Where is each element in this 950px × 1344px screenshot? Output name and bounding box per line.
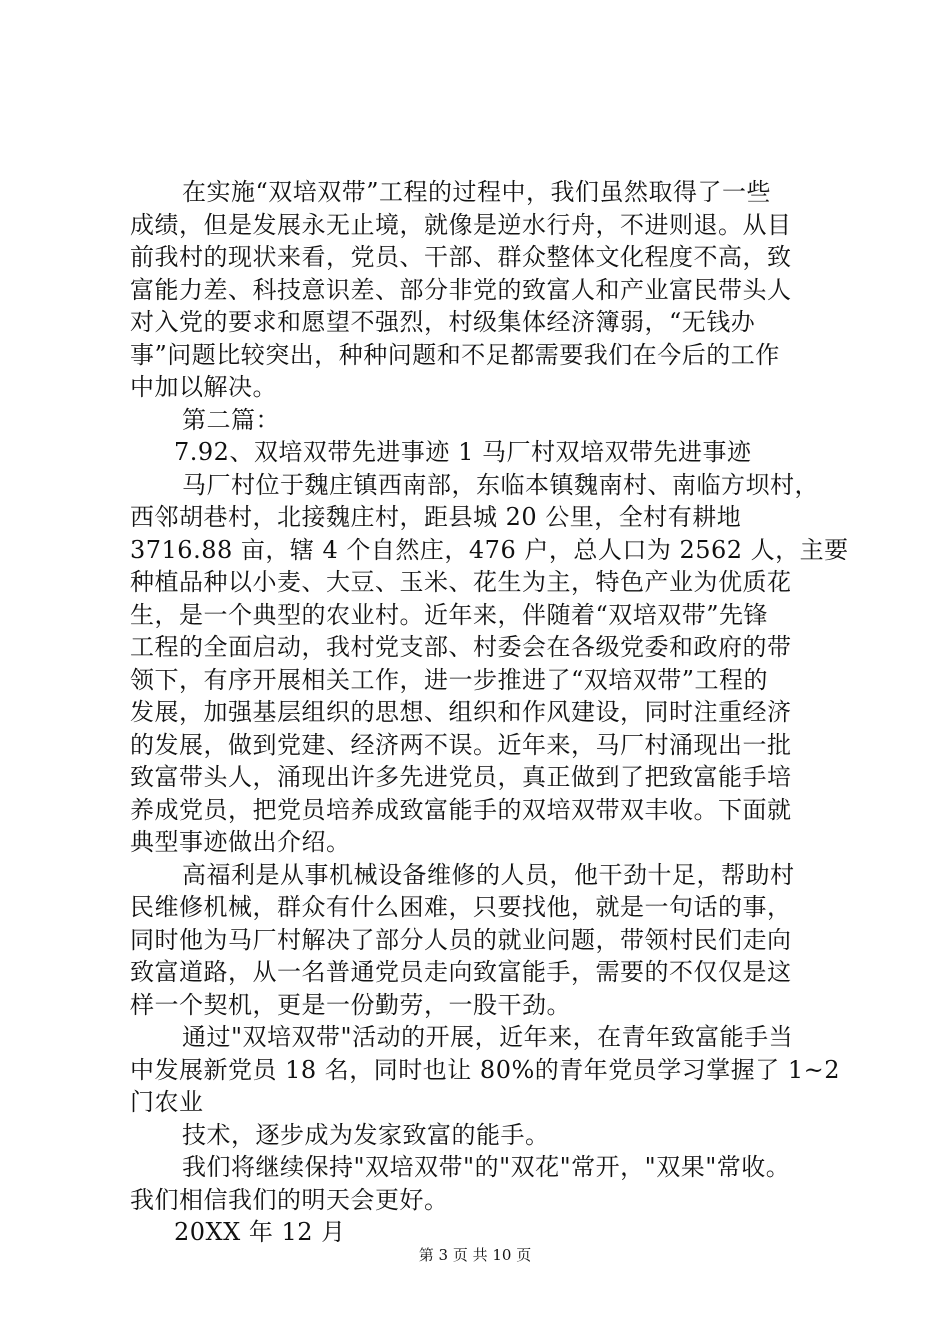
paragraph-line: 西邻胡巷村，北接魏庄村，距县城 20 公里，全村有耕地 — [130, 503, 742, 531]
paragraph-line: 养成党员，把党员培养成致富能手的双培双带双丰收。下面就 — [130, 795, 792, 824]
paragraph-line: 对入党的要求和愿望不强烈，村级集体经济簿弱，“无钱办 — [130, 308, 756, 336]
paragraph-line: 前我村的现状来看，党员、干部、群众整体文化程度不高，致 — [130, 243, 792, 271]
paragraph-line: 种植品种以小麦、大豆、玉米、花生为主，特色产业为优质花 — [130, 568, 792, 596]
page-number: 第 3 页 共 10 页 — [418, 1246, 532, 1264]
paragraph-line: 致富道路，从一名普通党员走向致富能手，需要的不仅仅是这 — [130, 958, 792, 986]
paragraph-line: 生，是一个典型的农业村。近年来，伴随着“双培双带”先锋 — [130, 600, 769, 629]
article-title: 7.92、双培双带先进事迹 1 马厂村双培双带先进事迹 — [174, 438, 752, 466]
paragraph-line: 高福利是从事机械设备维修的人员，他干劲十足，帮助村 — [182, 860, 795, 889]
paragraph-line: 我们相信我们的明天会更好。 — [130, 1185, 449, 1214]
paragraph-line: 门农业 — [130, 1088, 204, 1116]
paragraph-line: 中发展新党员 18 名，同时也让 80%的青年党员学习掌握了 1~2 — [130, 1055, 841, 1084]
paragraph-line: 马厂村位于魏庄镇西南部，东临本镇魏南村、南临方坝村， — [182, 470, 819, 499]
paragraph-line: 在实施“双培双带”工程的过程中，我们虽然取得了一些 — [182, 178, 772, 206]
paragraph-line: 样一个契机，更是一份勤劳，一股干劲。 — [130, 990, 571, 1019]
date-line: 20XX 年 12 月 — [174, 1218, 346, 1246]
paragraph-line: 致富带头人，涌现出许多先进党员，真正做到了把致富能手培 — [130, 763, 792, 791]
paragraph-line: 成绩，但是发展永无止境，就像是逆水行舟，不进则退。从目 — [130, 210, 792, 239]
paragraph-line: 同时他为马厂村解决了部分人员的就业问题，带领村民们走向 — [130, 925, 792, 954]
paragraph-line: 事”问题比较突出，种种问题和不足都需要我们在今后的工作 — [130, 340, 780, 369]
paragraph-line: 典型事迹做出介绍。 — [130, 828, 351, 856]
page-footer — [0, 1245, 950, 1265]
paragraph-line: 3716.88 亩，辖 4 个自然庄，476 户，总人口为 2562 人，主要 — [130, 535, 849, 564]
paragraph-line: 中加以解决。 — [130, 373, 277, 401]
document-body — [130, 176, 849, 1249]
paragraph-line: 通过"双培双带"活动的开展，近年来，在青年致富能手当 — [182, 1023, 794, 1051]
paragraph-line: 领下，有序开展相关工作，进一步推进了“双培双带”工程的 — [130, 665, 769, 694]
paragraph-line: 的发展，做到党建、经济两不误。近年来，马厂村涌现出一批 — [130, 730, 792, 759]
paragraph-line: 工程的全面启动，我村党支部、村委会在各级党委和政府的带 — [130, 633, 792, 661]
paragraph-line: 技术，逐步成为发家致富的能手。 — [182, 1120, 550, 1149]
paragraph-line: 我们将继续保持"双培双带"的"双花"常开，"双果"常收。 — [182, 1153, 791, 1181]
section-heading: 第二篇： — [182, 405, 280, 434]
paragraph-line: 发展，加强基层组织的思想、组织和作风建设，同时注重经济 — [130, 698, 792, 726]
paragraph-line: 民维修机械，群众有什么困难，只要找他，就是一句话的事， — [130, 893, 792, 921]
paragraph-line: 富能力差、科技意识差、部分非党的致富人和产业富民带头人 — [130, 275, 792, 304]
